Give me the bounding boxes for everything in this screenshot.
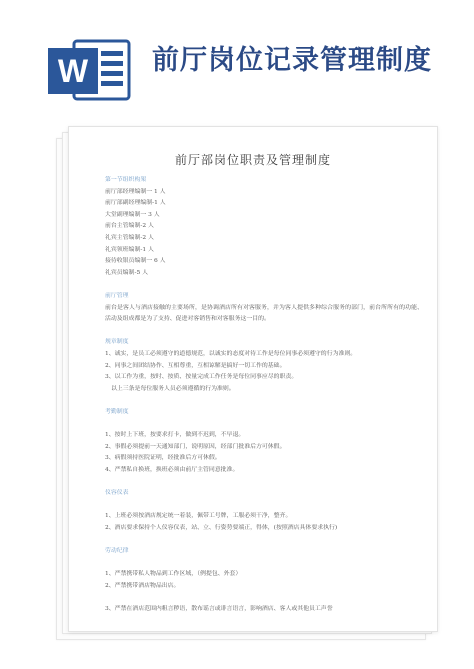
rule-line: 2、酒店要求保持个人仪容仪表，站、立、行姿势要端正，得体，(按照酒店具体要求执行): [105, 524, 338, 531]
rule-line: 3、病假须持医院证明，经批准后方可休假。: [105, 455, 221, 462]
rule-line: 1、严禁携带私人物品到工作区域，（例提包、外套）: [105, 571, 242, 578]
document-page: [68, 126, 438, 632]
org-line: 礼宾主管编制-2 人: [105, 234, 154, 241]
org-line: 接待收银员编制一 6 人: [105, 258, 166, 265]
banner-title: 前厅岗位记录管理制度: [152, 45, 432, 76]
org-line: 礼宾领班编制-1 人: [105, 246, 154, 253]
rule-line: 以上三条是每位服务人员必须遵循的行为准则。: [111, 385, 235, 392]
section-heading: 仪容仪表: [105, 490, 129, 497]
document-title: 前厅部岗位职责及管理制度: [174, 153, 331, 167]
rule-line: 2、同事之间团结协作、互相尊重，互相谅解是搞好一切工作的基础。: [105, 362, 286, 369]
org-line: 礼宾员编制-5 人: [105, 269, 148, 276]
org-line: 前厅部经理编制一 1 人: [105, 188, 166, 195]
section-heading: 前厅管理: [105, 292, 129, 299]
banner: [0, 0, 474, 125]
word-document-icon: [46, 36, 132, 104]
org-line: 前台主管编制-2 人: [105, 223, 154, 230]
word-logo-letter: W: [57, 53, 89, 89]
org-line: 大堂副理编制一 3 人: [105, 211, 160, 218]
section-heading: 考勤制度: [105, 408, 129, 415]
rule-line: 1、上班必须按酒店规定统一着装，佩带工号牌，工服必须干净，整齐。: [105, 513, 292, 520]
rule-line: 3、严禁在酒店范围内粗言秽语，散布谣言或诽言语言，影响酒店、客人或其他员工声誉: [105, 605, 333, 612]
section-heading: 第一节组织构架: [105, 177, 147, 183]
section-heading: 劳动纪律: [105, 548, 129, 554]
rule-line: 4、严禁私自换班，换班必须由前厅主管同意批准。: [105, 466, 239, 473]
rule-line: 1、诚实，是员工必须遵守的道德规范，以诚实的态度对待工作是每位同事必须遵守的行为准则。: [105, 350, 357, 357]
rule-line: 1、按时上下班，按要求打卡，做到不迟到，不早退。: [105, 432, 245, 439]
section-heading: 规章制度: [105, 339, 129, 346]
paragraph: 前台是客人与酒店接触的主要场所，是协调酒店所有对客服务，并为客人提供多种综合服务的部门，前台所所有的功能、活动及组成都是为了支持、促进对客销售和对客服务这一目的。: [105, 304, 423, 323]
rule-line: 3、以工作为重，按时、按质、按量完成工作任务是每位同事应尽的职责。: [105, 374, 298, 381]
document-body: [105, 175, 423, 616]
rule-line: 2、事假必须提前一天通知部门，说明原因，经部门批准后方可休假。: [105, 443, 286, 450]
org-line: 前厅部副经理编制-1 人: [105, 200, 166, 207]
rule-line: 2、严禁携带酒店物品出店。: [105, 582, 180, 589]
